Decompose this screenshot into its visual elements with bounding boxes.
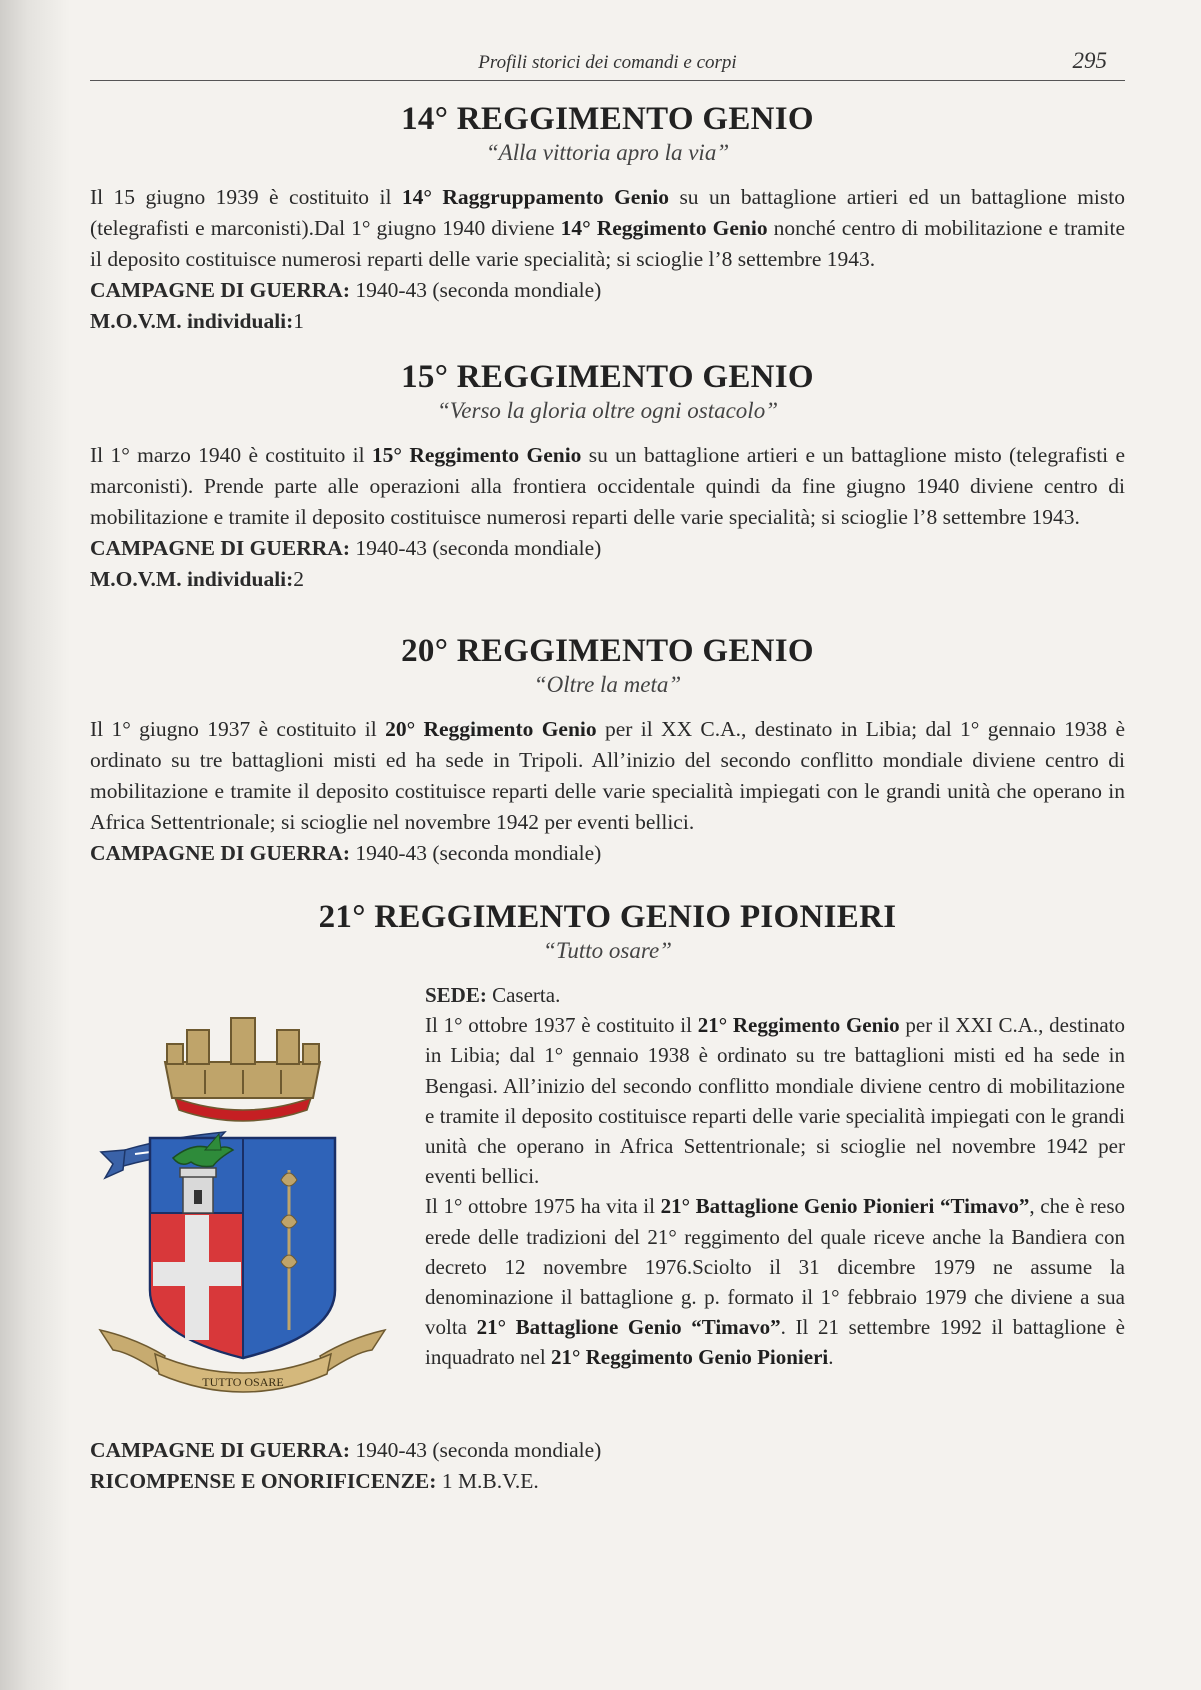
bold-text-run: 21° Battaglione Genio Pionieri “Timavo” — [660, 1194, 1030, 1219]
text-run: per il XXI C.A., destinato in Libia; dal 1° gennaio 1938 è ordinato su tre battaglioni misti ed ha sede in Bengasi. All’inizio del secondo conflitto mondiale diviene centro di mobilitazione e tramite il deposito costituisce reparti delle varie specialità impiegati con le grandi unità che operano in Africa Settentrionale; si scioglie nel novembre 1942 per eventi bellici. — [425, 1013, 1125, 1189]
campaigns-line — [90, 533, 1125, 564]
tower-icon — [180, 1168, 216, 1213]
awards-label: RICOMPENSE E ONORIFICENZE: — [90, 1469, 437, 1493]
movm-label: M.O.V.M. individuali: — [90, 567, 294, 591]
running-title: Profili storici dei comandi e corpi — [478, 52, 737, 73]
heraldic-shield — [150, 1134, 335, 1358]
history-paragraph-1 — [425, 1010, 1125, 1191]
campaigns-value: 1940-43 (seconda mondiale) — [349, 278, 602, 302]
campaigns-value: 1940-43 (seconda mondiale) — [349, 841, 602, 865]
bold-text-run: 20° Reggimento Genio — [385, 717, 597, 741]
running-head — [90, 40, 1125, 81]
sede-label: SEDE: — [425, 983, 487, 1007]
section-motto: “Alla vittoria apro la via” — [485, 140, 730, 165]
section-title: 20° REGGIMENTO GENIO — [401, 633, 814, 669]
text-run: Il 1° ottobre 1937 è costituito il — [425, 1013, 698, 1038]
campaigns-label: CAMPAGNE DI GUERRA: — [90, 841, 350, 865]
campaigns-line — [90, 275, 1125, 306]
section-motto: “Oltre la meta” — [533, 672, 682, 697]
bold-text-run: 14° Raggruppamento Genio — [401, 185, 670, 209]
movm-value: 1 — [293, 309, 305, 333]
campaigns-label: CAMPAGNE DI GUERRA: — [90, 1438, 350, 1462]
campaigns-label: CAMPAGNE DI GUERRA: — [90, 278, 350, 302]
book-gutter — [0, 0, 70, 1690]
text-run: Il 15 giugno 1939 è costituito il — [90, 185, 402, 209]
text-run: . Il 21 settembre 1992 il battaglione è inquadrato nel — [425, 1315, 1125, 1370]
movm-line — [90, 564, 1125, 595]
campaigns-label: CAMPAGNE DI GUERRA: — [90, 536, 350, 560]
sede-value: Caserta. — [486, 983, 561, 1007]
text-run: . — [828, 1345, 834, 1370]
text-run: Il 1° ottobre 1975 ha vita il — [425, 1194, 661, 1219]
section-21-reggimento-pionieri — [90, 899, 1125, 1497]
text-run: Il 1° marzo 1940 è costituito il — [90, 443, 372, 467]
section-14-reggimento — [90, 101, 1125, 337]
history-text — [425, 980, 1125, 1373]
sede-line — [425, 980, 1125, 1010]
section-body — [90, 714, 1125, 838]
bold-text-run: 21° Battaglione Genio “Timavo” — [476, 1315, 781, 1340]
section-20-reggimento — [90, 633, 1125, 869]
section-body — [90, 440, 1125, 533]
text-run: su un battaglione artieri ed un battaglione misto (telegrafisti e marconisti).Dal 1° giugno 1940 diviene — [90, 185, 1125, 240]
text-run: , che è reso erede delle tradizioni del 21° reggimento del quale riceve anche la Bandiera con decreto 12 novembre 1976.Sciolto il 31 dicembre 1979 ne assume la denominazione il battaglione g. p. formato il 1° febbraio 1979 che diviene a sua volta — [425, 1194, 1125, 1340]
movm-value: 2 — [293, 567, 305, 591]
coat-of-arms-emblem — [95, 1000, 390, 1400]
movm-line — [90, 306, 1125, 337]
text-run: Il 1° giugno 1937 è costituito il — [90, 717, 386, 741]
book-page — [90, 40, 1125, 1497]
section-title: 14° REGGIMENTO GENIO — [401, 101, 814, 137]
page-number: 295 — [1072, 48, 1107, 73]
emblem-motto-text: TUTTO OSARE — [202, 1375, 284, 1389]
movm-label: M.O.V.M. individuali: — [90, 309, 294, 333]
bold-text-run: 14° Reggimento Genio — [560, 216, 768, 240]
campaigns-value: 1940-43 (seconda mondiale) — [349, 1438, 602, 1462]
campaigns-line — [90, 1435, 1125, 1466]
awards-line — [90, 1466, 1125, 1497]
history-paragraph-2 — [425, 1191, 1125, 1372]
text-run: su un battaglione artieri e un battaglione misto (telegrafisti e marconisti). Prende parte alle operazioni alla frontiera occidentale quindi da fine giugno 1940 diviene centro di mobilitazione e tramite il deposito costituisce numerosi reparti delle varie specialità; si scioglie l’8 settembre 1943. — [90, 443, 1125, 529]
text-run: nonché centro di mobilitazione e tramite il deposito costituisce numerosi reparti delle varie specialità; si scioglie l’8 settembre 1943. — [90, 216, 1125, 271]
bold-text-run: 21° Reggimento Genio Pionieri — [550, 1345, 829, 1370]
campaigns-value: 1940-43 (seconda mondiale) — [349, 536, 602, 560]
bold-text-run: 15° Reggimento Genio — [371, 443, 582, 467]
text-run: per il XX C.A., destinato in Libia; dal 1° gennaio 1938 è ordinato su tre battaglioni misti ed ha sede in Tripoli. All’inizio del secondo conflitto mondiale diviene centro di mobilitazione e tramite il deposito costituisce reparti delle varie specialità impiegati con le grandi unità che operano in Africa Settentrionale; si scioglie nel novembre 1942 per eventi bellici. — [90, 717, 1125, 834]
awards-value: 1 M.B.V.E. — [436, 1469, 539, 1493]
emblem-and-history — [90, 980, 1125, 1435]
section-motto: “Verso la gloria oltre ogni ostacolo” — [437, 398, 778, 423]
section-title: 15° REGGIMENTO GENIO — [401, 359, 814, 395]
section-15-reggimento — [90, 359, 1125, 595]
campaigns-line — [90, 838, 1125, 869]
section-body — [90, 182, 1125, 275]
section-title: 21° REGGIMENTO GENIO PIONIERI — [318, 899, 897, 935]
section-motto: “Tutto osare” — [543, 938, 672, 963]
mural-crown-icon — [165, 1018, 320, 1121]
bold-text-run: 21° Reggimento Genio — [697, 1013, 900, 1038]
